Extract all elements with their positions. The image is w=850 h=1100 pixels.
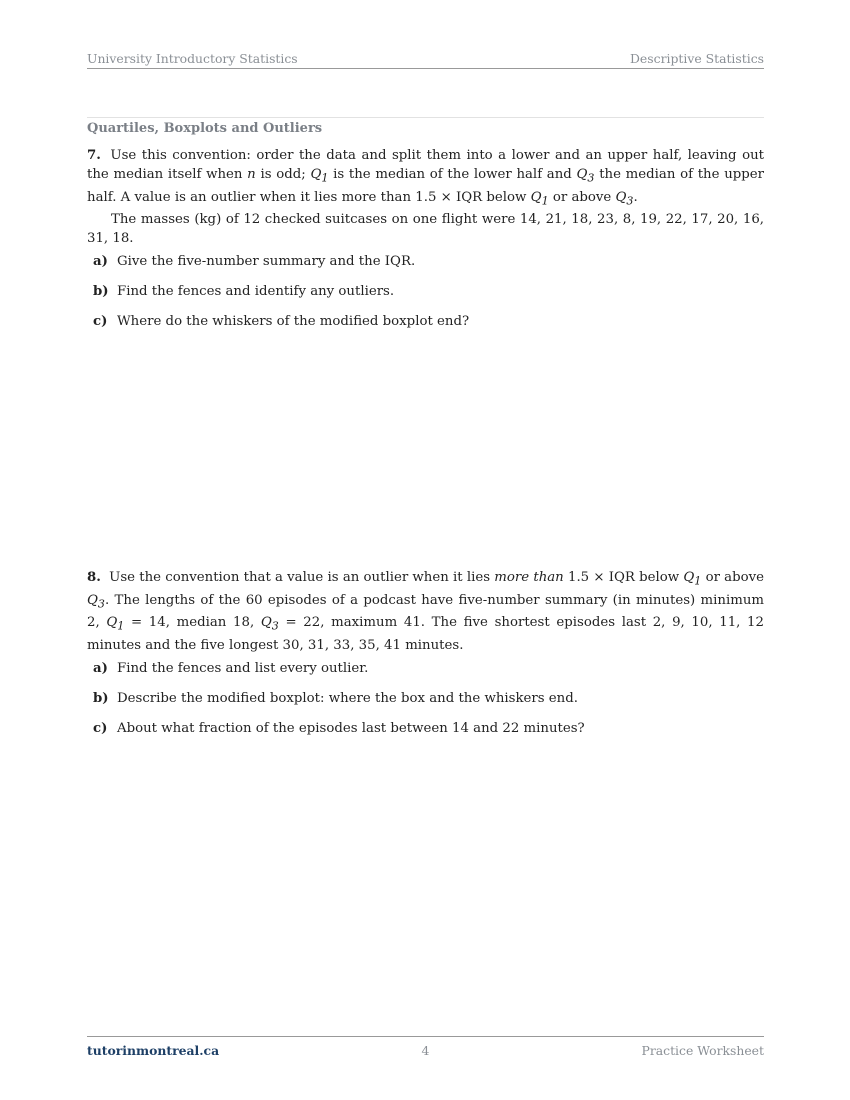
page-header xyxy=(87,51,764,67)
q1-symbol: $Q_1$ xyxy=(310,167,329,185)
part-b: b) Describe the modified boxplot: where the box and the whiskers end. xyxy=(93,690,578,706)
problem-7-parts xyxy=(87,252,764,331)
footer-doc-type: Practice Worksheet xyxy=(641,1043,764,1058)
q1-symbol: $Q_1$ xyxy=(530,189,549,208)
problem-7-intro: 7. Use this convention: order the data and split them into a lower and an upper half, leaving out the median itself when n is odd; $Q_1$ is the median of the lower half and $Q_3$ the median of the upper half. A value is an outlier when it lies more than 1.5 × IQR below $Q_1$ or above $Q_3$. xyxy=(87,148,765,208)
part-a: a) Find the fences and list every outlier. xyxy=(93,660,369,676)
page-number: 4 xyxy=(421,1043,430,1058)
problem-7 xyxy=(87,146,764,342)
q3-symbol: $Q_3$ xyxy=(87,592,105,611)
part-c: c) About what fraction of the episodes last between 14 and 22 minutes? xyxy=(93,720,585,736)
page-footer xyxy=(87,1043,764,1059)
problem-8-parts xyxy=(87,659,764,738)
part-a: a) Give the five-number summary and the IQR. xyxy=(93,254,416,270)
problem-7-data: The masses (kg) of 12 checked suitcases on one flight were 14, 21, 18, 23, 8, 19, 22, 17, 20, 16, 31, 18. xyxy=(87,212,764,247)
problem-number: 7. xyxy=(87,148,101,163)
problem-8 xyxy=(87,568,764,749)
header-topic: Descriptive Statistics xyxy=(630,51,764,66)
q1-symbol: $Q_1$ xyxy=(106,615,125,633)
header-course-title: University Introductory Statistics xyxy=(87,51,298,66)
section-rule xyxy=(87,117,764,118)
q3-symbol: $Q_3$ xyxy=(615,189,634,208)
emphasis: more than xyxy=(494,570,564,585)
part-c: c) Where do the whiskers of the modified boxplot end? xyxy=(93,314,470,330)
part-b: b) Find the fences and identify any outliers. xyxy=(93,284,395,300)
section-title: Quartiles, Boxplots and Outliers xyxy=(87,121,323,136)
footer-rule xyxy=(87,1036,764,1037)
variable-n: n xyxy=(247,167,256,182)
q3-symbol: $Q_3$ xyxy=(260,615,279,633)
problem-8-intro: 8. Use the convention that a value is an outlier when it lies more than 1.5 × IQR below $Q_1$ or above $Q_3$. The lengths of the 60 episodes of a podcast have five-number summary (in minutes) minimum 2, $Q_1 = 14$, median 18, $Q_3 = 22$, maximum 41. The five shortest episodes last 2, 9, 10, 11, 12 minutes and the five longest 30, 31, 33, 35, 41 minutes. xyxy=(87,570,764,653)
q3-symbol: $Q_3$ xyxy=(576,167,595,185)
problem-number: 8. xyxy=(87,570,101,585)
header-rule xyxy=(87,68,764,69)
q1-symbol: $Q_1$ xyxy=(683,570,702,588)
footer-website: tutorinmontreal.ca xyxy=(87,1043,220,1058)
